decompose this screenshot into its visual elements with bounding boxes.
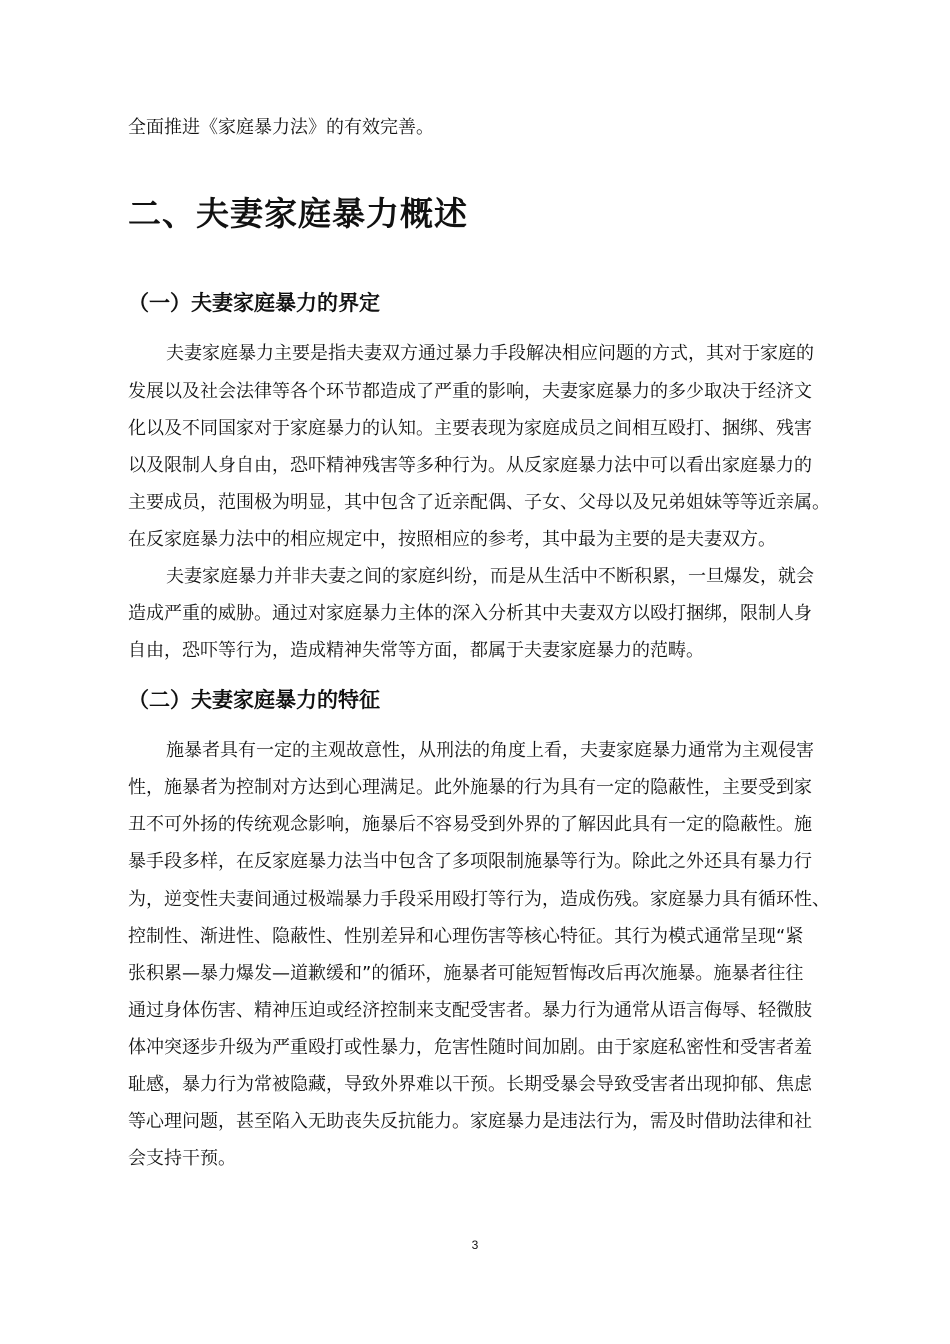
subsection-heading-1: （一）夫妻家庭暴力的界定 — [128, 291, 380, 315]
paragraph-line: 发展以及社会法律等各个环节都造成了严重的影响，夫妻家庭暴力的多少取决于经济文 — [128, 381, 812, 402]
subsection-heading-2: （二）夫妻家庭暴力的特征 — [128, 688, 380, 712]
intro-text: 全面推进《家庭暴力法》的有效完善。 — [128, 117, 434, 138]
paragraph-line: 自由，恐吓等行为，造成精神失常等方面，都属于夫妻家庭暴力的范畴。 — [128, 640, 704, 661]
paragraph-line: 耻感，暴力行为常被隐藏，导致外界难以干预。长期受暴会导致受害者出现抑郁、焦虑 — [128, 1074, 812, 1095]
section-heading: 二、夫妻家庭暴力概述 — [128, 194, 468, 233]
page-number: 3 — [471, 1238, 479, 1252]
paragraph-line: 性，施暴者为控制对方达到心理满足。此外施暴的行为具有一定的隐蔽性，主要受到家 — [128, 777, 812, 798]
paragraph-line: 以及限制人身自由，恐吓精神残害等多种行为。从反家庭暴力法中可以看出家庭暴力的 — [128, 455, 812, 476]
paragraph-line: 等心理问题，甚至陷入无助丧失反抗能力。家庭暴力是违法行为，需及时借助法律和社 — [128, 1111, 812, 1132]
paragraph-line: 化以及不同国家对于家庭暴力的认知。主要表现为家庭成员之间相互殴打、捆绑、残害 — [128, 418, 812, 439]
paragraph-line: 会支持干预。 — [128, 1148, 236, 1169]
paragraph-line: 施暴者具有一定的主观故意性，从刑法的角度上看，夫妻家庭暴力通常为主观侵害 — [166, 740, 814, 761]
paragraph-line: 夫妻家庭暴力并非夫妻之间的家庭纠纷，而是从生活中不断积累，一旦爆发，就会 — [166, 566, 814, 587]
paragraph-line: 控制性、渐进性、隐蔽性、性别差异和心理伤害等核心特征。其行为模式通常呈现“紧 — [128, 926, 804, 947]
paragraph-line: 夫妻家庭暴力主要是指夫妻双方通过暴力手段解决相应问题的方式，其对于家庭的 — [166, 343, 814, 364]
paragraph-line: 主要成员，范围极为明显，其中包含了近亲配偶、子女、父母以及兄弟姐妹等等近亲属。 — [128, 492, 830, 513]
paragraph-line: 为，逆变性夫妻间通过极端暴力手段采用殴打等行为，造成伤残。家庭暴力具有循环性、 — [128, 889, 830, 910]
paragraph-line: 张积累—暴力爆发—道歉缓和”的循环，施暴者可能短暂悔改后再次施暴。施暴者往往 — [128, 963, 804, 984]
paragraph-line: 在反家庭暴力法中的相应规定中，按照相应的参考，其中最为主要的是夫妻双方。 — [128, 529, 776, 550]
paragraph-line: 暴手段多样，在反家庭暴力法当中包含了多项限制施暴等行为。除此之外还具有暴力行 — [128, 851, 812, 872]
paragraph-line: 体冲突逐步升级为严重殴打或性暴力，危害性随时间加剧。由于家庭私密性和受害者羞 — [128, 1037, 812, 1058]
paragraph-line: 通过身体伤害、精神压迫或经济控制来支配受害者。暴力行为通常从语言侮辱、轻微肢 — [128, 1000, 812, 1021]
paragraph-line: 丑不可外扬的传统观念影响，施暴后不容易受到外界的了解因此具有一定的隐蔽性。施 — [128, 814, 812, 835]
paragraph-line: 造成严重的威胁。通过对家庭暴力主体的深入分析其中夫妻双方以殴打捆绑，限制人身 — [128, 603, 812, 624]
